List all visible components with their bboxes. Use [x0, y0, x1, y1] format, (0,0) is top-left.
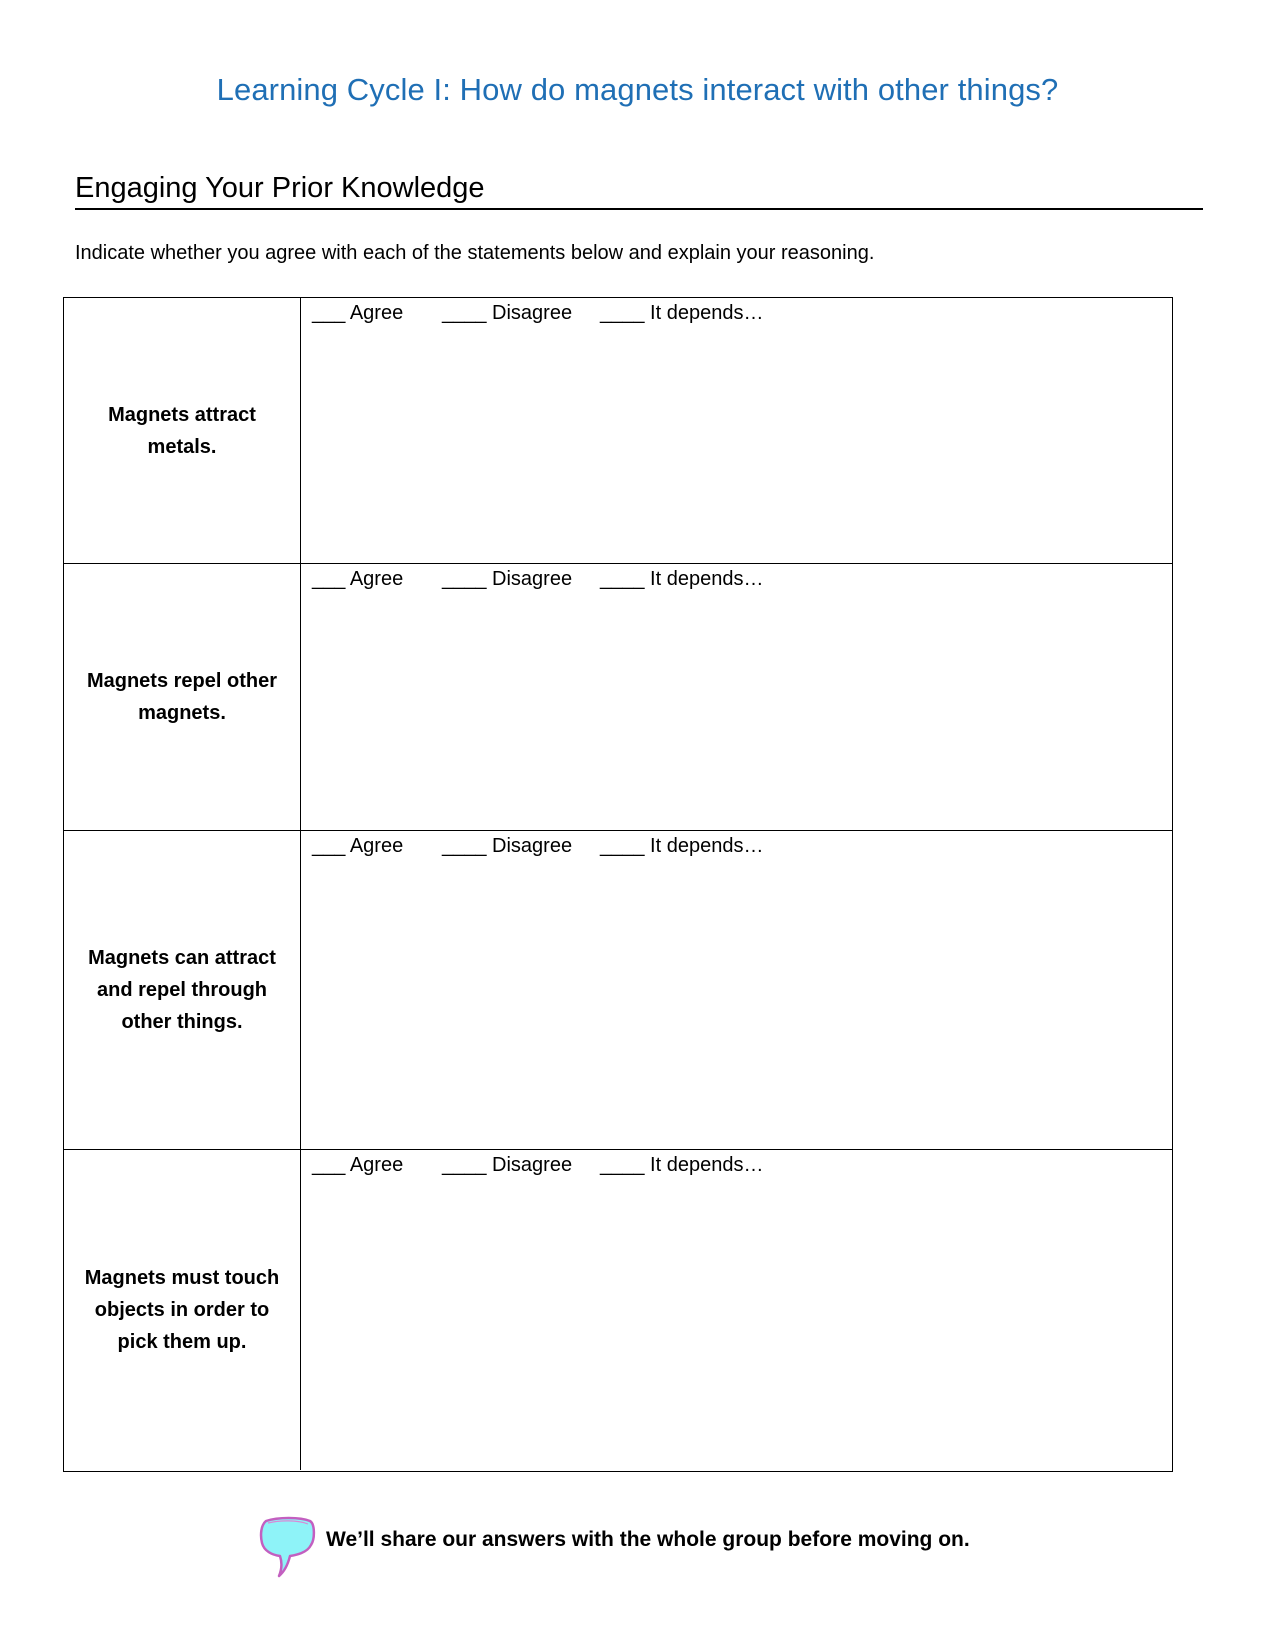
- section-heading: Engaging Your Prior Knowledge: [75, 172, 1203, 210]
- table-row: [64, 564, 1172, 831]
- response-area[interactable]: [301, 831, 1172, 1149]
- response-area[interactable]: [301, 298, 1172, 563]
- answer-options: [312, 833, 763, 859]
- agree-option[interactable]: ___ Agree: [312, 835, 404, 857]
- disagree-option[interactable]: ____ Disagree: [442, 302, 573, 324]
- statement-cell: [64, 298, 301, 563]
- statement-text: Magnets attract metals.: [108, 403, 256, 458]
- depends-option[interactable]: ____ It depends…: [600, 835, 764, 857]
- page-title: Learning Cycle I: How do magnets interact with other things?: [216, 72, 1059, 107]
- depends-option[interactable]: ____ It depends…: [600, 568, 764, 590]
- disagree-option[interactable]: ____ Disagree: [442, 835, 573, 857]
- statement-cell: [64, 1150, 301, 1470]
- statement-text: Magnets repel other magnets.: [86, 670, 278, 724]
- agree-option[interactable]: ___ Agree: [312, 568, 404, 590]
- agree-option[interactable]: ___ Agree: [312, 1154, 404, 1176]
- answer-options: [312, 566, 763, 592]
- statement-text: Magnets must touch objects in order to pick them up.: [84, 1267, 280, 1353]
- footer-text: We’ll share our answers with the whole group before moving on.: [326, 1528, 970, 1551]
- response-area[interactable]: [301, 1150, 1172, 1470]
- table-row: [64, 831, 1172, 1150]
- agree-option[interactable]: ___ Agree: [312, 302, 404, 324]
- response-area[interactable]: [301, 564, 1172, 830]
- statement-text: Magnets can attract and repel through other things.: [88, 947, 276, 1033]
- footer-note: [258, 1515, 970, 1579]
- answer-options: [312, 1152, 763, 1178]
- table-row: [64, 298, 1172, 564]
- instructions-text: Indicate whether you agree with each of the statements below and explain your reasoning.: [75, 242, 875, 264]
- statements-table: [63, 297, 1173, 1472]
- statement-cell: [64, 831, 301, 1149]
- answer-options: [312, 300, 763, 326]
- disagree-option[interactable]: ____ Disagree: [442, 568, 573, 590]
- depends-option[interactable]: ____ It depends…: [600, 1154, 764, 1176]
- speech-bubble-icon: [258, 1515, 316, 1579]
- statement-cell: [64, 564, 301, 830]
- table-row: [64, 1150, 1172, 1470]
- disagree-option[interactable]: ____ Disagree: [442, 1154, 573, 1176]
- depends-option[interactable]: ____ It depends…: [600, 302, 764, 324]
